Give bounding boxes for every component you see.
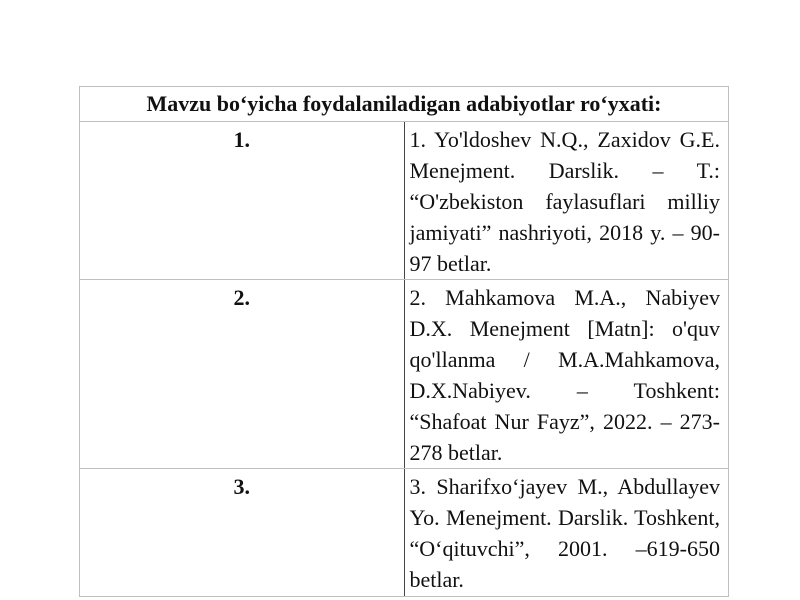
table-row [80, 122, 729, 280]
table-title: Mavzu bo‘yicha foydalaniladigan adabiyotlar ro‘yxati: [80, 87, 729, 122]
row-number: 1. [80, 122, 405, 280]
table-row [80, 469, 729, 597]
table-row [80, 280, 729, 469]
reference-text: 2. Mahkamova M.A., Nabiyev D.X. Menejment [Matn]: o'quv qo'llanma / M.A.Mahkamova, D.X.Nabiyev. – Toshkent: “Shafoat Nur Fayz”, 2022. – 273-278 betlar. [404, 280, 729, 469]
row-number: 2. [80, 280, 405, 469]
row-number: 3. [80, 469, 405, 597]
reference-text: 3. Sharifxo‘jayev M., Abdullayev Yo. Menejment. Darslik. Toshkent, “O‘qituvchi”, 2001. –619-650 betlar. [404, 469, 729, 597]
table-header-row [80, 87, 729, 122]
references-table [79, 86, 729, 597]
reference-text: 1. Yo'ldoshev N.Q., Zaxidov G.E. Menejment. Darslik. – T.: “O'zbekiston faylasuflari milliy jamiyati” nashriyoti, 2018 y. – 90-97 betlar. [404, 122, 729, 280]
